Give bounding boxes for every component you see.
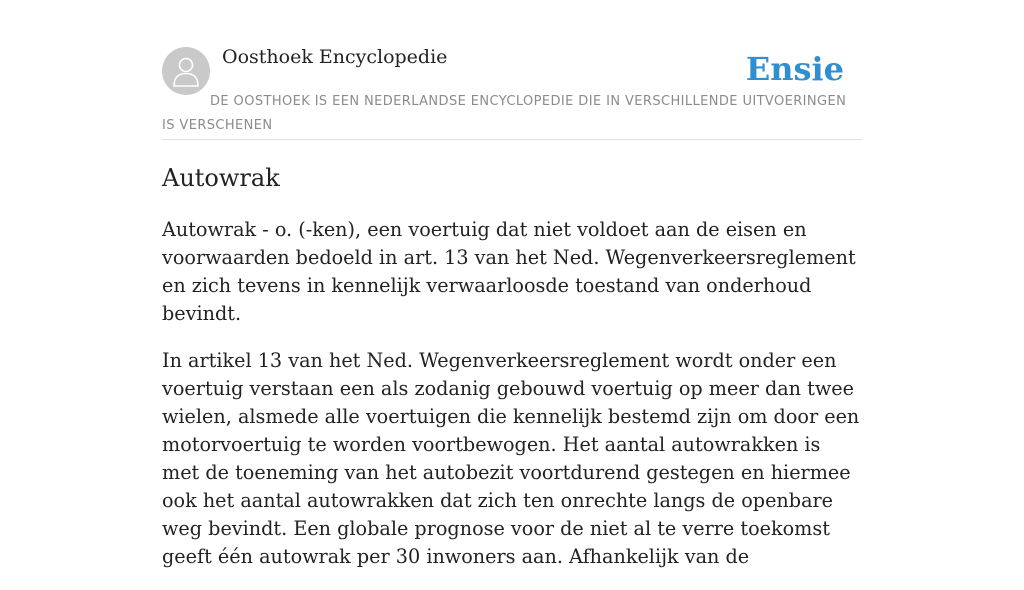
article-paragraph: Autowrak - o. (-ken), een voertuig dat niet voldoet aan de eisen en voorwaarden bedoeld in art. 13 van het Ned. Wegenverkeersreglement en zich tevens in kennelijk verwaarloosde toestand van onderhoud bevindt. (162, 218, 856, 325)
article-body (162, 216, 862, 590)
page-title: Autowrak (162, 164, 280, 192)
brand-logo[interactable]: Ensie (745, 50, 844, 88)
site-tagline: DE OOSTHOEK IS EEN NEDERLANDSE ENCYCLOPEDIE DIE IN VERSCHILLENDE UITVOERINGEN IS VERSCHENEN (162, 94, 847, 133)
header-divider (162, 139, 862, 140)
avatar[interactable] (162, 47, 210, 95)
article-paragraph: In artikel 13 van het Ned. Wegenverkeersreglement wordt onder een voertuig verstaan een als zodanig gebouwd voertuig op meer dan twee wielen, alsmede alle voertuigen die kennelijk bestemd zijn om door een motorvoertuig te worden voortbewogen. Het aantal autowrakken is met de toeneming van het autobezit voortdurend gestegen en hiermee ook het aantal autowrakken dat zich ten onrechte langs de openbare weg bevindt. Een globale prognose voor de niet al te verre toekomst geeft één autowrak per 30 inwoners aan. Afhankelijk van de (162, 349, 860, 568)
site-name[interactable]: Oosthoek Encyclopedie (222, 46, 448, 68)
user-icon (171, 55, 201, 87)
